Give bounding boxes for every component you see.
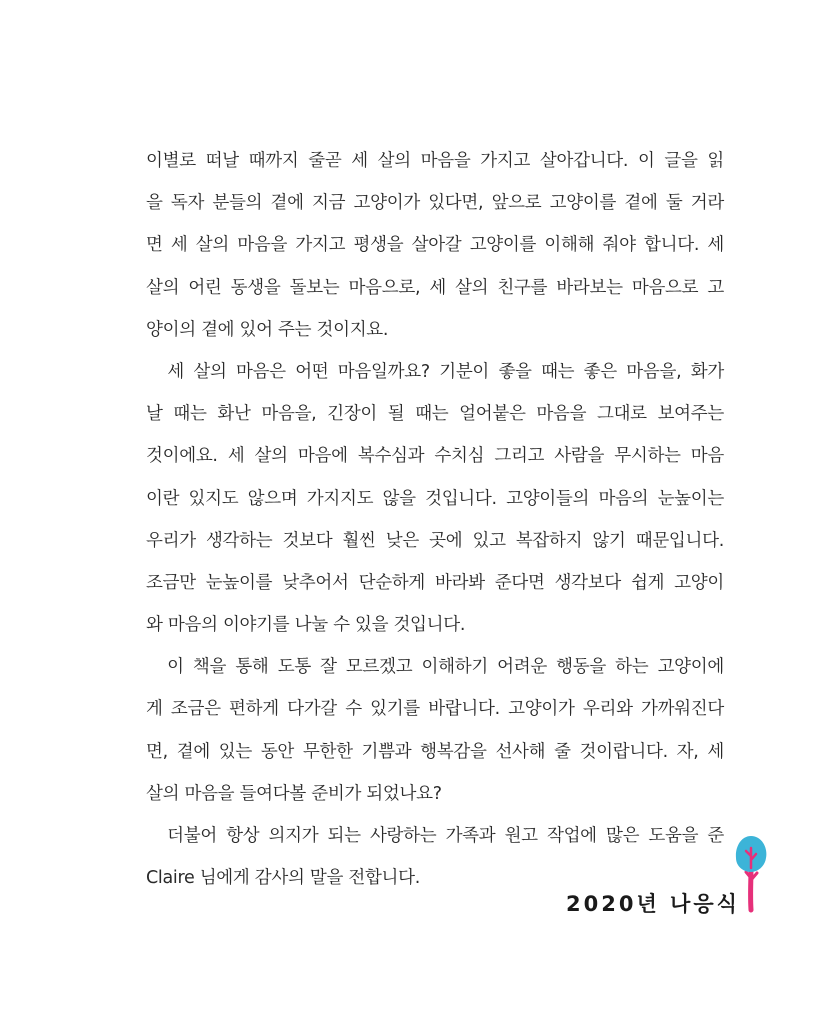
text-line: 이 책을 통해 도통 잘 모르겠고 이해하기 어려운 행동을 하는 고양이에 bbox=[146, 657, 724, 678]
text-line: 게 조금은 편하게 다가갈 수 있기를 바랍니다. 고양이가 우리와 가까워진다 bbox=[146, 699, 724, 720]
text-line: 면 세 살의 마음을 가지고 평생을 살아갈 고양이를 이해해 줘야 합니다. 세 bbox=[146, 235, 724, 256]
text-line: 살의 마음을 들여다볼 준비가 되었나요? bbox=[146, 783, 442, 804]
text-line: 이별로 떠날 때까지 줄곧 세 살의 마음을 가지고 살아갑니다. 이 글을 읽 bbox=[146, 151, 724, 171]
text-line: 이란 있지도 않으며 가지지도 않을 것입니다. 고양이들의 마음의 눈높이는 bbox=[146, 488, 724, 509]
text-line: 양이의 곁에 있어 주는 것이지요. bbox=[146, 319, 389, 340]
tree-icon bbox=[732, 834, 772, 914]
text-line: 와 마음의 이야기를 나눌 수 있을 것입니다. bbox=[146, 615, 466, 636]
text-line: 살의 어린 동생을 돌보는 마음으로, 세 살의 친구를 바라보는 마음으로 고 bbox=[146, 277, 724, 298]
text-line: 더불어 항상 의지가 되는 사랑하는 가족과 원고 작업에 많은 도움을 준 bbox=[146, 826, 724, 846]
body-text bbox=[146, 140, 724, 899]
text-line: 면, 곁에 있는 동안 무한한 기쁨과 행복감을 선사해 줄 것이랍니다. 자, 세 bbox=[146, 741, 724, 762]
text-line: 날 때는 화난 마음을, 긴장이 될 때는 얼어붙은 마음을 그대로 보여주는 bbox=[146, 404, 724, 425]
text-line: 조금만 눈높이를 낮추어서 단순하게 바라봐 준다면 생각보다 쉽게 고양이 bbox=[146, 572, 724, 593]
text-line: Claire 님에게 감사의 말을 전합니다. bbox=[146, 868, 421, 889]
text-line: 것이에요. 세 살의 마음에 복수심과 수치심 그리고 사람을 무시하는 마음 bbox=[146, 446, 724, 467]
text-line: 을 독자 분들의 곁에 지금 고양이가 있다면, 앞으로 고양이를 곁에 둘 거라 bbox=[146, 193, 724, 214]
text-line: 세 살의 마음은 어떤 마음일까요? 기분이 좋을 때는 좋은 마음을, 화가 bbox=[146, 361, 724, 382]
text-line: 우리가 생각하는 것보다 훨씬 낮은 곳에 있고 복잡하지 않기 때문입니다. bbox=[146, 530, 724, 551]
author-signature: 2020년 나응식 bbox=[566, 892, 740, 916]
